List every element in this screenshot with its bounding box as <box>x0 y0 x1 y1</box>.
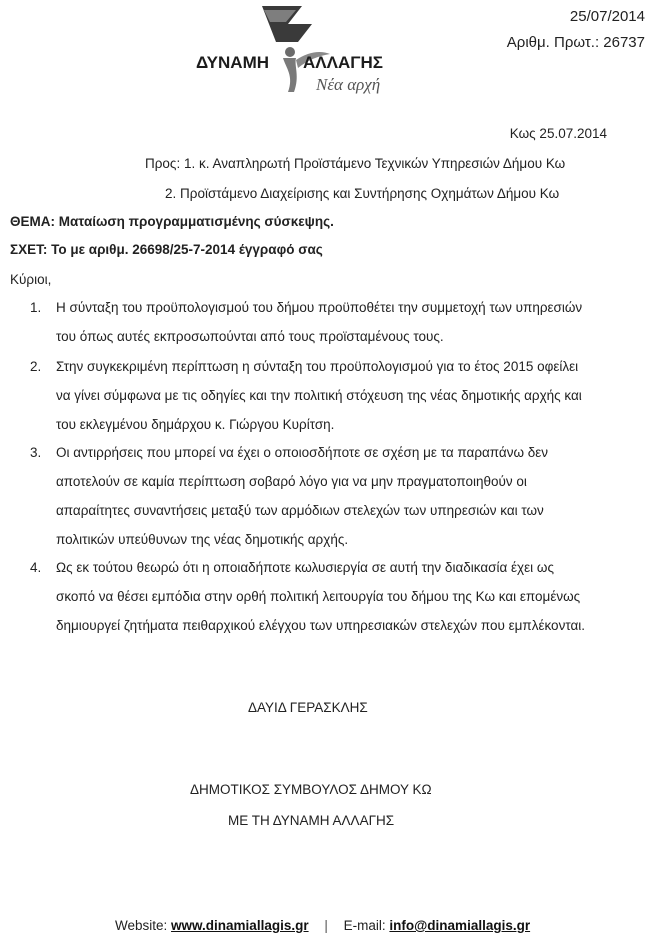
party-logo <box>190 2 405 102</box>
email-label: E-mail: <box>343 918 386 933</box>
protocol-number: Αριθμ. Πρωτ.: 26737 <box>506 34 645 51</box>
footer <box>115 918 530 933</box>
list-item-number: 1. <box>30 300 42 315</box>
list-item-number: 3. <box>30 445 42 460</box>
footer-separator: | <box>324 918 328 933</box>
recipient-2: 2. Προϊστάμενο Διαχείρισης και Συντήρησης Οχημάτων Δήμου Κω <box>165 186 560 201</box>
list-item-number: 4. <box>30 560 42 575</box>
signature-name: ΔΑΥΙΔ ΓΕΡΑΣΚΛΗΣ <box>248 700 368 715</box>
salutation: Κύριοι, <box>10 272 52 287</box>
list-item-text: Ως εκ τούτου θεωρώ ότι η οποιαδήποτε κωλυσιεργία σε αυτή την διαδικασία έχει ως σκοπό να θέσει εμπόδια στην ορθή πολιτική λειτουργία του δήμου της Κω και επομένως δημιουργεί ζητήματα πειθαρχικού ελέγχου των υπηρεσιακών στελεχών που εμπλέκονται. <box>56 560 586 633</box>
place-date: Κως 25.07.2014 <box>509 126 607 141</box>
signature-party: ΜΕ ΤΗ ΔΥΝΑΜΗ ΑΛΛΑΓΗΣ <box>228 813 395 828</box>
website-label: Website: <box>115 918 168 933</box>
signature-title: ΔΗΜΟΤΙΚΟΣ ΣΥΜΒΟΥΛΟΣ ΔΗΜΟΥ ΚΩ <box>190 782 432 797</box>
website-link[interactable]: www.dinamiallagis.gr <box>171 918 309 933</box>
list-item <box>30 352 590 439</box>
svg-text:ΔΥΝΑΜΗ: ΔΥΝΑΜΗ <box>196 53 270 72</box>
svg-text:ΑΛΛΑΓΗΣ: ΑΛΛΑΓΗΣ <box>303 53 383 72</box>
list-item-text: Στην συγκεκριμένη περίπτωση η σύνταξη του προϋπολογισμού για το έτος 2015 οφείλει να γίνει σύμφωνα με τις οδηγίες και την πολιτική στόχευση της νέας δημοτικής αρχής και του εκλεγμένου δημάρχου κ. Γιώργου Κυρίτση. <box>56 359 582 432</box>
list-item-text: Οι αντιρρήσεις που μπορεί να έχει ο οποιοσδήποτε σε σχέση με τα παραπάνω δεν αποτελούν σε καμία περίπτωση σοβαρό λόγο για να μην πραγματοποιηθούν οι απαραίτητες συναντήσεις μεταξύ των αρμόδιων στελεχών των υπηρεσιών και των πολιτικών υπεύθυνων της νέας δημοτικής αρχής. <box>56 445 549 547</box>
subject-line: ΘΕΜΑ: Ματαίωση προγραμματισμένης σύσκεψης. <box>10 214 334 229</box>
list-item <box>30 438 590 554</box>
list-item-text: Η σύνταξη του προϋπολογισμού του δήμου προϋποθέτει την συμμετοχή των υπηρεσιών του όπως αυτές εκπροσωπούνται από τους προϊσταμένους τους. <box>56 300 583 344</box>
svg-text:Νέα αρχή: Νέα αρχή <box>316 75 381 94</box>
stamp-date: 25/07/2014 <box>569 8 645 25</box>
recipient-1: Προς: 1. κ. Αναπληρωτή Προϊστάμενο Τεχνικών Υπηρεσιών Δήμου Κω <box>145 156 566 171</box>
reference-line: ΣΧΕΤ: Το με αριθμ. 26698/25-7-2014 έγγραφό σας <box>10 242 323 257</box>
list-item <box>30 553 590 640</box>
list-item <box>30 293 590 351</box>
email-link[interactable]: info@dinamiallagis.gr <box>389 918 531 933</box>
list-item-number: 2. <box>30 359 42 374</box>
